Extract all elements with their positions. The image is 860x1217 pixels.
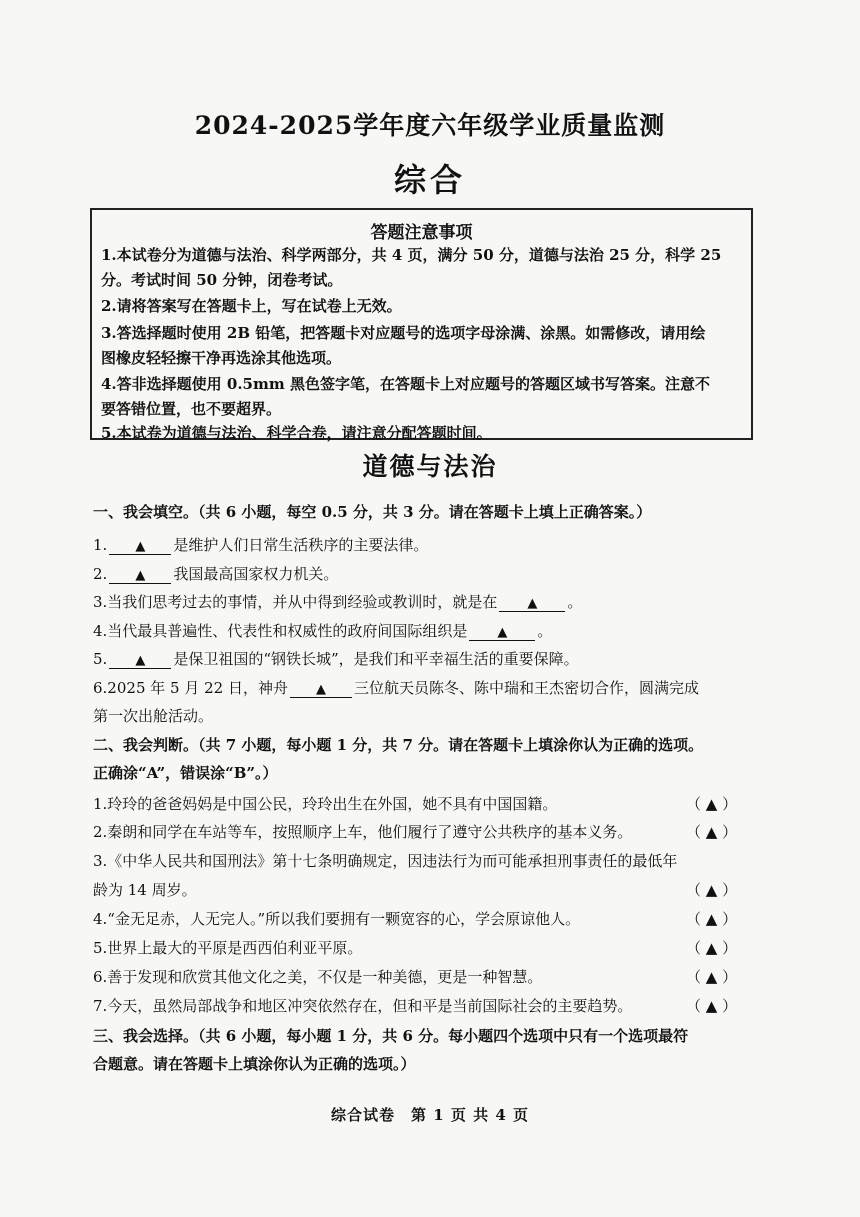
answer-mark: （ ▲ ）	[686, 997, 738, 1015]
question-text: 4.当代最具普遍性、代表性和权威性的政府间国际组织是	[93, 622, 468, 640]
question-judge-5: 5.世界上最大的平原是西西伯利亚平原。	[93, 939, 363, 957]
question-judge-3: 3.《中华人民共和国刑法》第十七条明确规定，因违法行为而可能承担刑事责任的最低年	[93, 852, 678, 870]
notice-line: 1.本试卷分为道德与法治、科学两部分，共 4 页，满分 50 分，道德与法治 25 分，科学 25	[101, 246, 722, 264]
answer-blank	[290, 679, 352, 698]
part3-heading: 三、我会选择。（共 6 小题，每小题 1 分，共 6 分。每小题四个选项中只有一个选项最符	[93, 1027, 689, 1045]
triangle-mark-icon: ▲	[135, 539, 146, 554]
answer-mark: （ ▲ ）	[686, 968, 738, 986]
question-judge-6: 6.善于发现和欣赏其他文化之美，不仅是一种美德，更是一种智慧。	[93, 968, 543, 986]
notice-line: 要答错位置，也不要超界。	[101, 400, 282, 418]
question-fill-6-cont: 第一次出舱活动。	[93, 707, 214, 725]
triangle-mark-icon: ▲	[527, 596, 538, 611]
question-text: 6.2025 年 5 月 22 日，神舟	[93, 679, 288, 697]
answer-mark: （ ▲ ）	[686, 823, 738, 841]
question-fill-4	[93, 620, 552, 641]
triangle-mark-icon: ▲	[315, 682, 326, 697]
part2-heading: 二、我会判断。（共 7 小题，每小题 1 分，共 7 分。请在答题卡上填涂你认为正确的选项。	[93, 736, 704, 754]
question-number: 5.	[93, 650, 108, 668]
answer-blank	[109, 565, 171, 584]
answer-mark: （ ▲ ）	[686, 881, 738, 899]
question-number: 1.	[93, 536, 108, 554]
notice-line: 5.本试卷为道德与法治、科学合卷，请注意分配答题时间。	[101, 424, 492, 442]
question-text: 是保卫祖国的“钢铁长城”，是我们和平幸福生活的重要保障。	[173, 650, 579, 668]
part2-heading-cont: 正确涂“A”，错误涂“B”。）	[93, 764, 278, 782]
question-fill-6	[93, 677, 699, 698]
question-text: 。	[567, 593, 583, 611]
question-judge-4: 4.“金无足赤，人无完人。”所以我们要拥有一颗宽容的心，学会原谅他人。	[93, 910, 581, 928]
question-fill-3	[93, 591, 582, 612]
answer-blank	[109, 650, 171, 669]
notice-title: 答题注意事项	[370, 223, 473, 243]
question-fill-1	[93, 534, 428, 555]
section-title: 道德与法治	[362, 452, 498, 481]
answer-blank	[469, 622, 535, 641]
question-fill-5	[93, 648, 579, 669]
answer-mark: （ ▲ ）	[686, 795, 738, 813]
question-number: 2.	[93, 565, 108, 583]
notice-line: 2.请将答案写在答题卡上，写在试卷上无效。	[101, 297, 402, 315]
answer-blank	[499, 593, 565, 612]
question-judge-2: 2.秦朗和同学在车站等车，按照顺序上车，他们履行了遵守公共秩序的基本义务。	[93, 823, 633, 841]
answer-blank	[109, 536, 171, 555]
answer-mark: （ ▲ ）	[686, 910, 738, 928]
question-text: 我国最高国家权力机关。	[173, 565, 339, 583]
notice-line: 图橡皮轻轻擦干净再选涂其他选项。	[101, 349, 342, 367]
question-fill-2	[93, 563, 338, 584]
notice-line: 4.答非选择题使用 0.5mm 黑色签字笔，在答题卡上对应题号的答题区域书写答案。注意不	[101, 375, 710, 393]
page-footer: 综合试卷 第 1 页 共 4 页	[331, 1106, 529, 1124]
answer-mark: （ ▲ ）	[686, 939, 738, 957]
triangle-mark-icon: ▲	[497, 625, 508, 640]
exam-subtitle: 综合	[393, 161, 466, 199]
notice-line: 分。考试时间 50 分钟，闭卷考试。	[101, 271, 343, 289]
notice-line: 3.答选择题时使用 2B 铅笔，把答题卡对应题号的选项字母涂满、涂黑。如需修改，请用绘	[101, 324, 706, 342]
triangle-mark-icon: ▲	[135, 653, 146, 668]
question-judge-3-cont: 龄为 14 周岁。	[93, 881, 197, 899]
exam-title: 2024-2025学年度六年级学业质量监测	[194, 111, 666, 140]
question-text: 3.当我们思考过去的事情，并从中得到经验或教训时，就是在	[93, 593, 498, 611]
question-text: 三位航天员陈冬、陈中瑞和王杰密切合作，圆满完成	[353, 679, 699, 697]
question-judge-1: 1.玲玲的爸爸妈妈是中国公民，玲玲出生在外国，她不具有中国国籍。	[93, 795, 558, 813]
part3-heading-cont: 合题意。请在答题卡上填涂你认为正确的选项。）	[93, 1055, 416, 1073]
notice-box	[90, 208, 753, 440]
question-text: 。	[537, 622, 553, 640]
question-text: 是维护人们日常生活秩序的主要法律。	[173, 536, 429, 554]
triangle-mark-icon: ▲	[135, 568, 146, 583]
part1-heading: 一、我会填空。（共 6 小题，每空 0.5 分，共 3 分。请在答题卡上填上正确答案。）	[93, 503, 652, 521]
question-judge-7: 7.今天，虽然局部战争和地区冲突依然存在，但和平是当前国际社会的主要趋势。	[93, 997, 633, 1015]
